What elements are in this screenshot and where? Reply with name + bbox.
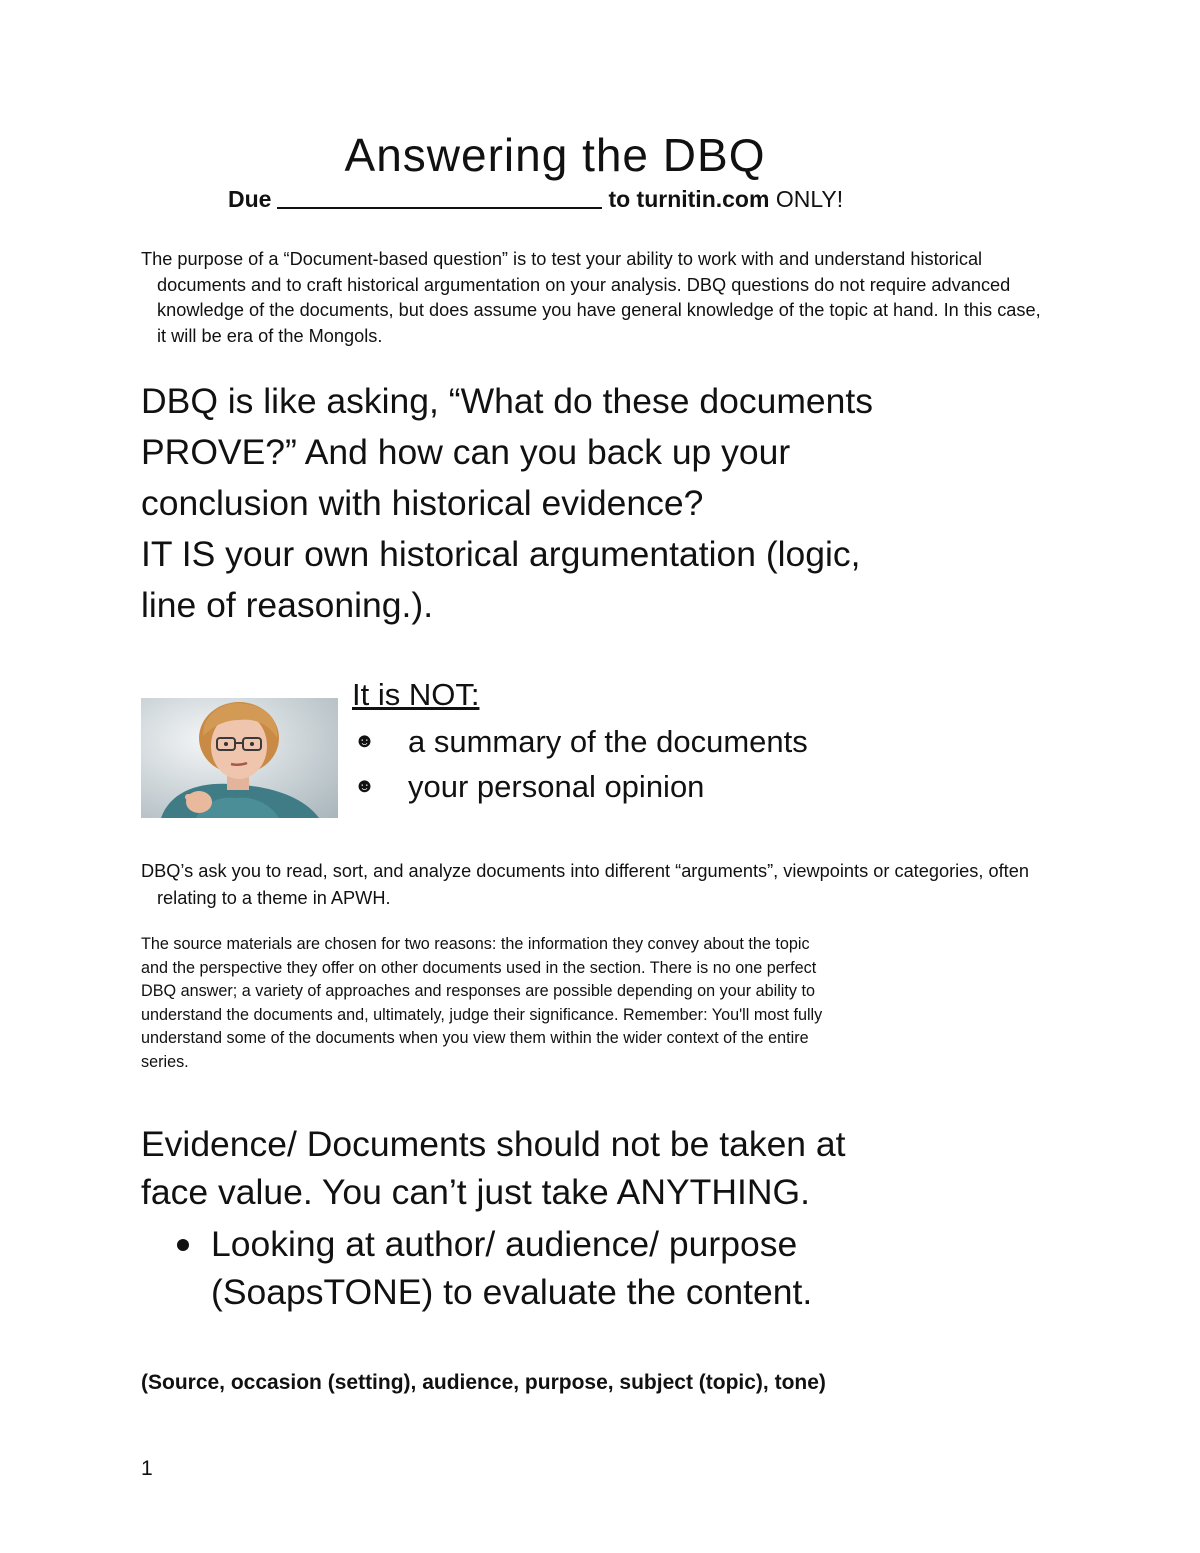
dbq-definition-line: DBQ is like asking, “What do these documents [141,381,874,421]
due-date-blank [277,207,602,209]
sources-line: DBQ answer; a variety of approaches and responses are possible depending on your ability to [141,982,815,1000]
due-line [228,186,843,213]
evidence-line: face value. You can’t just take ANYTHING. [141,1172,810,1212]
evidence-list [141,1220,1041,1316]
sources-line: and the perspective they offer on other documents used in the section. There is no one perfect [141,958,817,977]
bullet-dot-icon [177,1239,189,1251]
list-item [352,764,808,809]
dbq-definition-line: PROVE?” And how can you back up your [141,432,791,472]
sources-line: The source materials are chosen for two reasons: the information they convey about the topic [141,935,810,953]
evidence-bullet-line: (SoapsTONE) to evaluate the content. [211,1272,813,1312]
argumentation-statement [141,529,1041,631]
argumentation-line: line of reasoning.). [141,585,434,625]
argumentation-line: IT IS your own historical argumentation (logic, [141,534,861,574]
list-item [352,719,808,764]
due-label: Due [228,186,272,212]
soapstone-key: (Source, occasion (setting), audience, purpose, subject (topic), tone) [141,1371,826,1394]
list-item [141,1220,1041,1316]
not-item-label: your personal opinion [408,769,705,804]
sources-line: understand the documents and, ultimately, judge their significance. Remember: You'll most fully [141,1005,823,1024]
page-title: Answering the DBQ [344,129,766,181]
teacher-illustration [141,698,338,818]
smiley-bullet-icon: ☻ [354,730,376,752]
sort-paragraph: DBQ’s ask you to read, sort, and analyze documents into different “arguments”, viewpoints or categories, often relating to a theme in APWH. [141,861,1029,908]
smiley-bullet-icon: ☻ [354,775,376,797]
sources-line: understand some of the documents when you view them within the wider context of the entire [141,1029,809,1047]
not-item-label: a summary of the documents [408,724,808,759]
evidence-line: Evidence/ Documents should not be taken at [141,1124,846,1164]
dbq-definition-line: conclusion with historical evidence? [141,483,704,523]
not-section [352,673,808,809]
sources-line: series. [141,1052,189,1071]
sources-paragraph [141,933,971,1074]
not-heading: It is NOT: [352,677,480,712]
page-number: 1 [141,1457,153,1480]
dbq-definition [141,376,1041,529]
due-only: ONLY! [775,186,844,212]
teacher-pointing-photo [141,698,338,818]
purpose-paragraph: The purpose of a “Document-based question” is to test your ability to work with and understand historical documents and to craft historical argumentation on your analysis. DBQ questions do not require advanced knowledge of the documents, but does assume you have general knowledge of the topic at hand. In this case, it will be era of the Mongols. [141,249,1041,346]
not-list [352,719,808,809]
evidence-section [141,1120,1041,1316]
evidence-bullet-line: Looking at author/ audience/ purpose [211,1224,798,1264]
due-destination: to turnitin.com [608,186,770,212]
